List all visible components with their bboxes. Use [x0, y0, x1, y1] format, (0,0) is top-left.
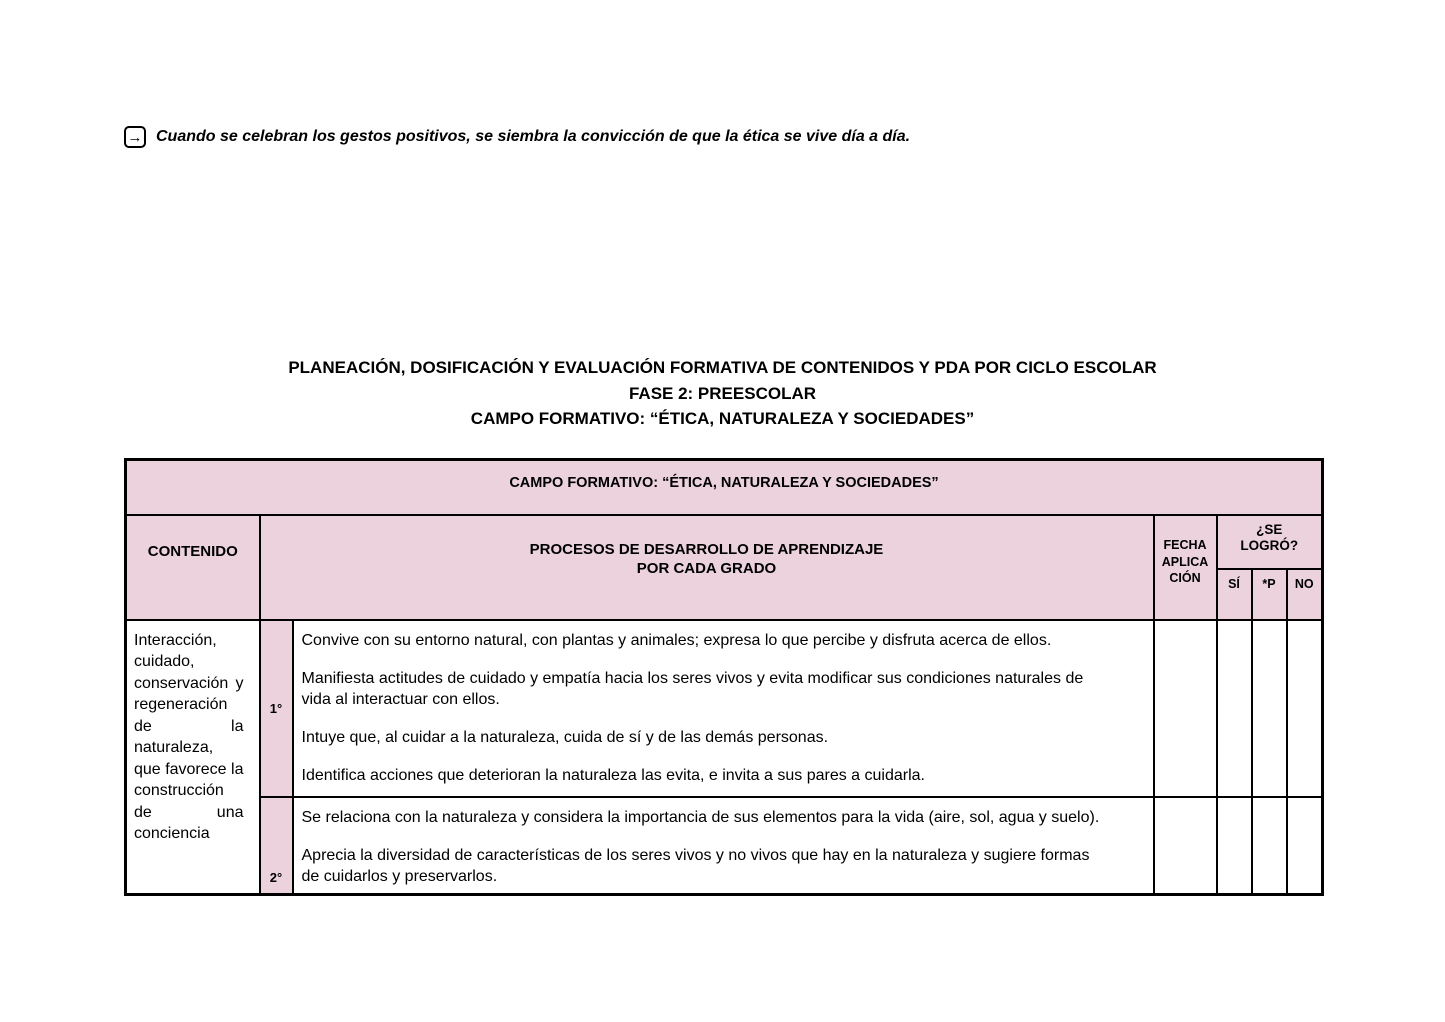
- header-fecha-aplicacion: FECHA APLICA CIÓN: [1154, 515, 1217, 620]
- header-procesos: [260, 515, 1154, 620]
- fecha-cell-grade-2: [1154, 797, 1217, 895]
- page-title-line-3: CAMPO FORMATIVO: “ÉTICA, NATURALEZA Y SOCIEDADES”: [470, 409, 975, 428]
- pda-paragraph: Intuye que, al cuidar a la naturaleza, cuida de sí y de las demás personas.: [301, 728, 829, 746]
- pda-paragraph: Convive con su entorno natural, con plantas y animales; expresa lo que percibe y disfruta acerca de ellos.: [301, 631, 1052, 649]
- page-title-line-2: FASE 2: PREESCOLAR: [628, 383, 817, 403]
- page-title-block: [0, 355, 1445, 432]
- arrow-icon: →: [124, 126, 146, 148]
- no-cell-grade-1: [1287, 620, 1323, 797]
- header-se-logro: ¿SE LOGRÓ?: [1217, 515, 1323, 569]
- procesos-cell-grade-2: [293, 797, 1154, 895]
- pda-paragraph: Identifica acciones que deterioran la naturaleza las evita, e invita a sus pares a cuidarla.: [301, 766, 925, 784]
- grade-label-2: 2°: [260, 797, 293, 895]
- si-cell-grade-2: [1217, 797, 1252, 895]
- table-row-grade-1: [126, 620, 1323, 797]
- header-contenido: CONTENIDO: [126, 515, 260, 620]
- si-cell-grade-1: [1217, 620, 1252, 797]
- planning-table: [124, 458, 1324, 896]
- header-p: *P: [1252, 569, 1287, 620]
- quote-line: [124, 126, 910, 148]
- table-row-grade-2: [126, 797, 1323, 895]
- p-cell-grade-2: [1252, 797, 1287, 895]
- header-procesos-line-2: POR CADA GRADO: [636, 560, 777, 577]
- p-cell-grade-1: [1252, 620, 1287, 797]
- pda-paragraph: Manifiesta actitudes de cuidado y empatía hacia los seres vivos y evita modificar sus condiciones naturales de vida al interactuar con ellos.: [301, 669, 1084, 708]
- contenido-cell: Interacción, cuidado, conservación y regeneración de la naturaleza, que favorece la construcción de una conciencia: [126, 620, 260, 895]
- table-banner: CAMPO FORMATIVO: “ÉTICA, NATURALEZA Y SOCIEDADES”: [126, 460, 1323, 515]
- header-si: SÍ: [1217, 569, 1252, 620]
- pda-paragraph: Se relaciona con la naturaleza y considera la importancia de sus elementos para la vida (aire, sol, agua y suelo).: [301, 808, 1100, 826]
- page-title-line-1: PLANEACIÓN, DOSIFICACIÓN Y EVALUACIÓN FORMATIVA DE CONTENIDOS Y PDA POR CICLO ESCOLAR: [288, 358, 1157, 377]
- grade-label-1: 1°: [260, 620, 293, 797]
- header-procesos-line-1: PROCESOS DE DESARROLLO DE APRENDIZAJE: [529, 541, 884, 558]
- fecha-cell-grade-1: [1154, 620, 1217, 797]
- pda-paragraph: Aprecia la diversidad de características de los seres vivos y no vivos que hay en la naturaleza y sugiere formas de cuidarlos y preservarlos.: [301, 846, 1090, 885]
- no-cell-grade-2: [1287, 797, 1323, 895]
- header-no: NO: [1287, 569, 1323, 620]
- procesos-cell-grade-1: [293, 620, 1154, 797]
- quote-text: Cuando se celebran los gestos positivos, se siembra la convicción de que la ética se vive día a día.: [156, 128, 911, 145]
